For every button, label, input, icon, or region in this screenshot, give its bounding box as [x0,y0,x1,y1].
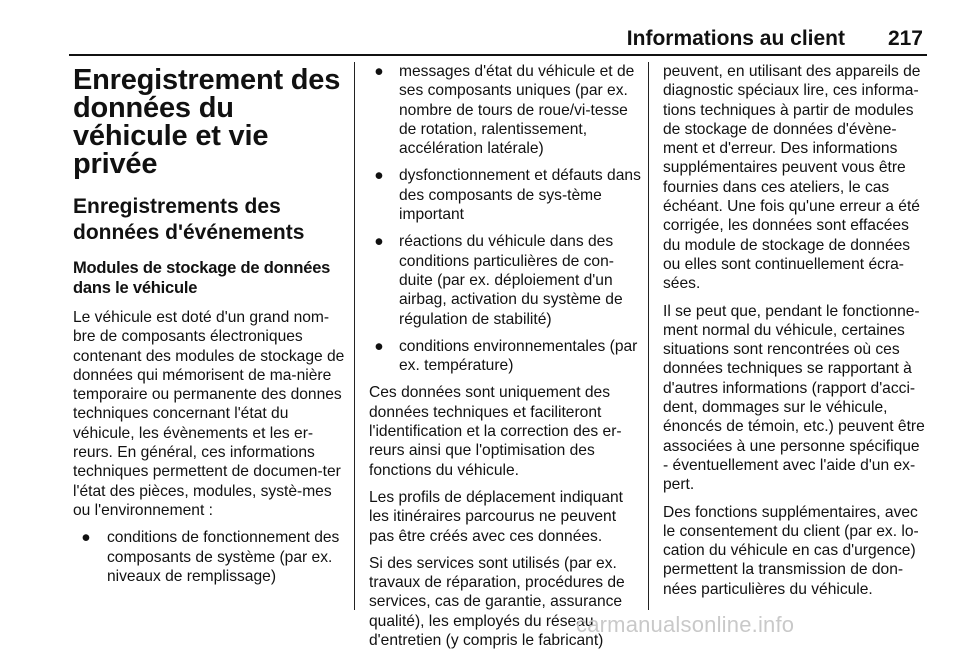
page-header [69,26,927,56]
bullet-list [73,528,345,586]
list-item-text: dysfonctionnement et défauts dans des composants de sys-tème important [399,167,641,224]
bullet-list [369,62,641,375]
paragraph: Ces données sont uniquement des données techniques et faciliteront l'identification et la correction des er-reurs ainsi que l'optimisation des fonctions du véhicule. [369,384,622,479]
bullet-icon: ● [374,233,384,251]
bullet-icon: ● [374,63,384,80]
list-item [369,337,641,376]
bullet-icon: ● [374,167,384,185]
list-item-text: conditions de fonctionnement des composants de système (par ex. niveaux de remplissage) [107,529,340,585]
list-item-text: réactions du véhicule dans des conditions particulières de con-duite (par ex. déploiement d'un airbag, activation du système de régulation de stabilité) [399,233,623,328]
sub-subsection-heading: Modules de stockage de données dans le véhicule [73,259,331,297]
paragraph: Si des services sont utilisés (par ex. travaux de réparation, procédures de services, cas de garantie, assurance qualité), les employés du réseau d'entretien (y compris le fabricant) [369,554,625,650]
subsection-heading: Enregistrements des données d'événements [73,195,305,244]
column-1 [73,62,345,594]
paragraph: Le véhicule est doté d'un grand nom-bre de composants électroniques contenant des modules de stockage de données qui mémorisent de ma-nière temporaire ou permanente des donnes techniques concernant l'état du véhicule, les évènements et les er-reurs. En général, ces informations techniques permettent de documen-ter l'état des pièces, modules, systè-mes ou l'environnement : [73,309,345,519]
bullet-icon: ● [374,337,384,355]
header-title: Informations au client [626,27,845,50]
column-divider [354,62,355,610]
column-3 [663,62,929,607]
watermark: carmanualsonline.info [576,612,795,637]
paragraph: Des fonctions supplémentaires, avec le consentement du client (par ex. lo-cation du véhicule en cas d'urgence) permettent la transmission de don-nées particulières du véhicule. [663,503,919,598]
bullet-icon: ● [81,529,91,547]
column-divider [648,62,649,610]
list-item-text: messages d'état du véhicule et de ses composants uniques (par ex. nombre de tours de roue/vi-tesse de rotation, ralentissement, accélération latérale) [399,63,635,158]
list-item [369,166,641,224]
list-item [369,62,641,158]
list-item [369,232,641,328]
list-item [73,528,345,586]
section-heading: Enregistrement des données du véhicule et vie privée [73,64,341,180]
paragraph: Il se peut que, pendant le fonctionne-ment normal du véhicule, certaines situations sont rencontrées où ces données techniques se rapportant à d'autres informations (rapport d'acci-dent, dommages sur le véhicule, énoncés de témoin, etc.) peuvent être associées à une personne spécifique - éventuellement avec l'aide d'un ex-pert. [663,302,925,494]
paragraph: peuvent, en utilisant des appareils de diagnostic spéciaux lire, ces informa-tions techniques à partir de modules de stockage de données d'évène-ment et d'erreur. Des informations supplémentaires peuvent vous être fournies dans ces ateliers, le cas échéant. Une fois qu'une erreur a été corrigée, les données sont effacées du module de stockage de données ou elles sont continuellement écra-sées. [663,63,921,293]
paragraph: Les profils de déplacement indiquant les itinéraires parcourus ne peuvent pas être créés avec ces données. [369,488,623,545]
list-item-text: conditions environnementales (par ex. température) [399,337,638,375]
page-number: 217 [887,27,923,50]
column-2 [369,62,641,658]
